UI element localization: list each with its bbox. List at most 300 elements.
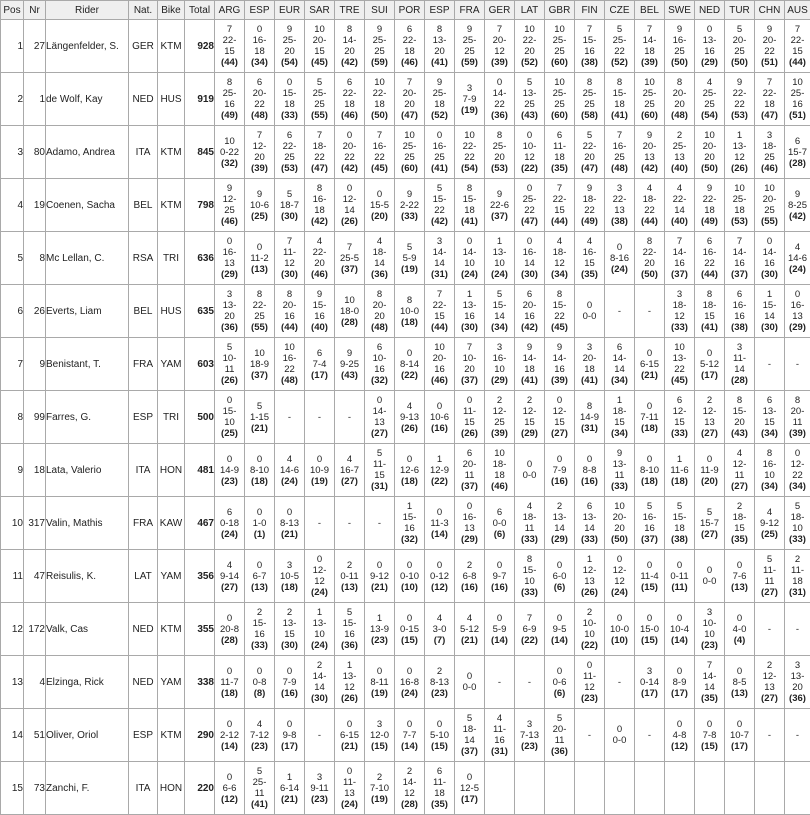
event-points: (10) <box>611 635 628 646</box>
overall-place: 0 <box>425 401 454 412</box>
moto-result: 0-22 <box>215 147 244 158</box>
event-points: (50) <box>671 57 688 68</box>
moto-result: 22 <box>515 205 544 216</box>
header-event-12[interactable]: FIN <box>575 1 605 20</box>
table-row <box>1 709 810 762</box>
event-result-cell <box>605 603 635 656</box>
event-result-cell <box>755 603 785 656</box>
overall-place: 9 <box>545 342 574 353</box>
event-points: (42) <box>521 322 538 333</box>
moto-result: 6-15 <box>635 359 664 370</box>
event-result-cell <box>605 20 635 73</box>
event-points: (24) <box>221 529 238 540</box>
overall-place: 8 <box>575 401 604 412</box>
moto-result: 7-9 <box>455 94 484 105</box>
event-result-cell <box>455 709 485 762</box>
event-points: (39) <box>551 375 568 386</box>
event-result-cell <box>605 232 635 285</box>
event-points: (18) <box>221 688 238 699</box>
event-result-cell <box>635 73 665 126</box>
event-result-cell <box>245 762 275 815</box>
overall-place: 4 <box>575 236 604 247</box>
header-event-10[interactable]: LAT <box>515 1 545 20</box>
event-result-cell <box>515 550 545 603</box>
moto-result: 20 <box>725 417 754 428</box>
overall-place: 0 <box>545 454 574 465</box>
event-result-cell <box>275 73 305 126</box>
header-event-15[interactable]: SWE <box>665 1 695 20</box>
row-number: 18 <box>24 444 46 497</box>
event-result-cell <box>485 126 515 179</box>
event-result-cell <box>635 126 665 179</box>
moto-result: 25 <box>575 99 604 110</box>
event-result-cell <box>365 20 395 73</box>
overall-place: 8 <box>305 183 334 194</box>
overall-place: 1 <box>665 454 694 465</box>
event-result-cell <box>635 762 665 815</box>
overall-place: 3 <box>485 342 514 353</box>
event-points: (29) <box>491 375 508 386</box>
moto-result: 22- <box>545 194 574 205</box>
header-event-9[interactable]: GER <box>485 1 515 20</box>
overall-place: 9 <box>785 189 810 200</box>
event-points: (42) <box>341 57 358 68</box>
overall-place: 4 <box>515 501 544 512</box>
moto-result: 18- <box>455 724 484 735</box>
moto-result: 14- <box>605 353 634 364</box>
event-result-cell <box>545 232 575 285</box>
header-total[interactable]: Total <box>185 1 215 20</box>
overall-place: 10 <box>485 448 514 459</box>
moto-result: 10 <box>455 258 484 269</box>
rider-bike: KTM <box>158 126 185 179</box>
overall-place: - <box>335 412 364 423</box>
row-number: 73 <box>24 762 46 815</box>
event-points: (42) <box>641 163 658 174</box>
overall-place: 3 <box>695 607 724 618</box>
event-result-cell <box>635 550 665 603</box>
event-result-cell <box>725 73 755 126</box>
moto-result: 18 <box>575 364 604 375</box>
moto-result: 15- <box>215 406 244 417</box>
moto-result: 11- <box>365 459 394 470</box>
rider-name[interactable]: Lata, Valerio <box>46 444 129 497</box>
moto-result: 20- <box>785 406 810 417</box>
event-points: (8) <box>254 688 266 699</box>
overall-place: 0 <box>335 183 364 194</box>
moto-result: 12- <box>485 406 514 417</box>
rider-name[interactable]: Reisulis, K. <box>46 550 129 603</box>
event-result-cell <box>365 126 395 179</box>
moto-result: 15- <box>605 88 634 99</box>
event-result-cell <box>275 391 305 444</box>
event-result-cell <box>395 709 425 762</box>
overall-place: 9 <box>485 189 514 200</box>
event-result-cell <box>695 762 725 815</box>
event-points: (31) <box>789 587 806 598</box>
overall-place: 0 <box>215 454 244 465</box>
event-result-cell <box>575 391 605 444</box>
event-points: (23) <box>431 688 448 699</box>
event-points: (13) <box>251 264 268 275</box>
event-result-cell <box>665 338 695 391</box>
moto-result: 11 <box>725 470 754 481</box>
moto-result: 12- <box>245 141 274 152</box>
row-number: 80 <box>24 126 46 179</box>
event-result-cell <box>725 232 755 285</box>
moto-result: 14 <box>695 682 724 693</box>
header-event-5[interactable]: SUI <box>365 1 395 20</box>
event-points: (24) <box>341 799 358 810</box>
moto-result: 0-0 <box>485 518 514 529</box>
rider-name[interactable]: Valk, Cas <box>46 603 129 656</box>
event-points: (35) <box>701 693 718 704</box>
event-result-cell <box>785 603 810 656</box>
moto-result: 25- <box>485 141 514 152</box>
moto-result: 22 <box>365 152 394 163</box>
moto-result: 20- <box>605 512 634 523</box>
event-points: (18) <box>641 476 658 487</box>
event-points: (15) <box>371 741 388 752</box>
moto-result: 14- <box>755 247 784 258</box>
rider-nationality: ITA <box>129 126 158 179</box>
event-points: (13) <box>251 582 268 593</box>
header-bike[interactable]: Bike <box>158 1 185 20</box>
event-result-cell <box>695 709 725 762</box>
header-event-3[interactable]: SAR <box>305 1 335 20</box>
event-result-cell <box>725 338 755 391</box>
event-points: (15) <box>701 741 718 752</box>
event-points: (23) <box>521 741 538 752</box>
event-points: (21) <box>281 529 298 540</box>
moto-result: 1-0 <box>245 518 274 529</box>
header-event-7[interactable]: ESP <box>425 1 455 20</box>
moto-result: 12 <box>665 311 694 322</box>
moto-result: 9-5 <box>545 624 574 635</box>
header-event-11[interactable]: GBR <box>545 1 575 20</box>
rider-name[interactable]: Oliver, Oriol <box>46 709 129 762</box>
event-result-cell <box>575 709 605 762</box>
moto-result: 25 <box>725 46 754 57</box>
header-event-14[interactable]: BEL <box>635 1 665 20</box>
overall-place: 6 <box>245 77 274 88</box>
header-event-1[interactable]: ESP <box>245 1 275 20</box>
overall-place: 0 <box>455 395 484 406</box>
event-points: (17) <box>311 370 328 381</box>
event-points: (33) <box>251 640 268 651</box>
moto-result: 14- <box>335 35 364 46</box>
row-pos: 11 <box>1 550 24 603</box>
event-points: (46) <box>491 481 508 492</box>
moto-result: 0-14 <box>635 677 664 688</box>
moto-result: 5-12 <box>455 624 484 635</box>
rider-name[interactable]: Coenen, Sacha <box>46 179 129 232</box>
overall-place: 1 <box>425 454 454 465</box>
moto-result: 11- <box>785 565 810 576</box>
moto-result: 18- <box>485 459 514 470</box>
overall-place: 0 <box>485 613 514 624</box>
event-points: (30) <box>311 693 328 704</box>
moto-result: 0-0 <box>515 470 544 481</box>
rider-name[interactable]: Valin, Mathis <box>46 497 129 550</box>
overall-place: 10 <box>365 77 394 88</box>
moto-result: 4-8 <box>665 730 694 741</box>
moto-result: 8-8 <box>575 465 604 476</box>
rider-name[interactable]: Everts, Liam <box>46 285 129 338</box>
row-number: 51 <box>24 709 46 762</box>
moto-result: 18- <box>755 141 784 152</box>
overall-place: 0 <box>215 236 244 247</box>
moto-result: 12- <box>785 459 810 470</box>
event-points: (42) <box>431 216 448 227</box>
moto-result: 20- <box>245 88 274 99</box>
rider-name[interactable]: Mc Lellan, C. <box>46 232 129 285</box>
moto-result: 15- <box>305 300 334 311</box>
rider-total: 290 <box>185 709 215 762</box>
overall-place: 5 <box>365 448 394 459</box>
header-event-17[interactable]: TUR <box>725 1 755 20</box>
event-result-cell <box>455 603 485 656</box>
event-result-cell <box>785 391 810 444</box>
moto-result: 20- <box>575 353 604 364</box>
overall-place: 3 <box>665 289 694 300</box>
moto-result: 8-10 <box>245 465 274 476</box>
moto-result: 25 <box>605 152 634 163</box>
moto-result: 9-14 <box>215 571 244 582</box>
event-points: (48) <box>611 163 628 174</box>
header-event-4[interactable]: TRE <box>335 1 365 20</box>
moto-result: 18 <box>245 46 274 57</box>
overall-place: 0 <box>305 554 334 565</box>
event-points: (55) <box>251 322 268 333</box>
rider-name[interactable]: Längenfelder, S. <box>46 20 129 73</box>
event-points: (34) <box>761 481 778 492</box>
event-result-cell <box>425 126 455 179</box>
event-result-cell <box>365 391 395 444</box>
rider-nationality: ITA <box>129 762 158 815</box>
header-pos[interactable]: Pos <box>1 1 24 20</box>
moto-result: 22- <box>335 88 364 99</box>
header-event-19[interactable]: AUS <box>785 1 810 20</box>
moto-result: 14- <box>695 671 724 682</box>
table-row <box>1 550 810 603</box>
overall-place: - <box>635 730 664 741</box>
moto-result: 16- <box>725 300 754 311</box>
event-points: (24) <box>401 688 418 699</box>
overall-place: 1 <box>725 130 754 141</box>
event-points: (36) <box>491 110 508 121</box>
event-points: (37) <box>491 211 508 222</box>
rider-name[interactable]: Benistant, T. <box>46 338 129 391</box>
header-nr[interactable]: Nr <box>24 1 46 20</box>
overall-place: 10 <box>545 24 574 35</box>
moto-result: 13 <box>605 205 634 216</box>
header-event-13[interactable]: CZE <box>605 1 635 20</box>
event-result-cell <box>245 497 275 550</box>
header-nat[interactable]: Nat. <box>129 1 158 20</box>
event-points: (49) <box>701 216 718 227</box>
moto-result: 7-10 <box>365 783 394 794</box>
rider-name[interactable]: Elzinga, Rick <box>46 656 129 709</box>
rider-name[interactable]: Adamo, Andrea <box>46 126 129 179</box>
moto-result: 15 <box>365 470 394 481</box>
overall-place: 0 <box>335 130 364 141</box>
event-points: (27) <box>551 428 568 439</box>
event-result-cell <box>275 126 305 179</box>
overall-place: 7 <box>455 342 484 353</box>
overall-place: 10 <box>665 342 694 353</box>
overall-place: - <box>605 677 634 688</box>
results-body <box>1 20 810 815</box>
moto-result: 18- <box>635 194 664 205</box>
event-points: (10) <box>401 582 418 593</box>
moto-result: 14 <box>305 682 334 693</box>
overall-place: 0 <box>245 454 274 465</box>
event-points: (14) <box>431 529 448 540</box>
moto-result: 15- <box>275 88 304 99</box>
event-result-cell <box>455 179 485 232</box>
overall-place: 7 <box>785 24 810 35</box>
event-points: (32) <box>221 158 238 169</box>
event-points: (50) <box>371 110 388 121</box>
event-points: (54) <box>701 110 718 121</box>
moto-result: 0-15 <box>395 624 424 635</box>
overall-place: 0 <box>695 565 724 576</box>
moto-result: 11- <box>575 671 604 682</box>
overall-place: 0 <box>515 183 544 194</box>
moto-result: 18 <box>605 99 634 110</box>
overall-place: 4 <box>275 454 304 465</box>
event-result-cell <box>425 709 455 762</box>
moto-result: 25 <box>665 46 694 57</box>
event-points: (35) <box>581 269 598 280</box>
table-row <box>1 126 810 179</box>
moto-result: 16 <box>425 364 454 375</box>
moto-result: 16 <box>335 629 364 640</box>
moto-result: 14 <box>485 311 514 322</box>
moto-result: 10 <box>485 364 514 375</box>
rider-total: 356 <box>185 550 215 603</box>
event-points: (45) <box>311 57 328 68</box>
event-result-cell <box>395 179 425 232</box>
event-result-cell <box>455 126 485 179</box>
event-points: (26) <box>581 587 598 598</box>
moto-result: 7-8 <box>695 730 724 741</box>
rider-nationality: NED <box>129 73 158 126</box>
event-points: (33) <box>521 587 538 598</box>
overall-place: 0 <box>545 666 574 677</box>
overall-place: 9 <box>215 183 244 194</box>
row-number: 47 <box>24 550 46 603</box>
moto-result: 16- <box>275 353 304 364</box>
moto-result: 13 <box>365 417 394 428</box>
moto-result: 18 <box>695 205 724 216</box>
event-result-cell <box>485 656 515 709</box>
event-points: (27) <box>701 529 718 540</box>
event-points: (47) <box>311 163 328 174</box>
event-result-cell <box>425 179 455 232</box>
header-event-16[interactable]: NED <box>695 1 725 20</box>
overall-place: 9 <box>455 24 484 35</box>
event-result-cell <box>485 179 515 232</box>
moto-result: 12 <box>575 682 604 693</box>
moto-result: 20- <box>755 194 784 205</box>
moto-result: 15-0 <box>635 624 664 635</box>
header-event-0[interactable]: ARG <box>215 1 245 20</box>
overall-place: 8 <box>605 77 634 88</box>
event-result-cell <box>665 285 695 338</box>
moto-result: 18- <box>305 141 334 152</box>
table-row <box>1 656 810 709</box>
event-result-cell <box>575 338 605 391</box>
event-points: (28) <box>341 317 358 328</box>
rider-name[interactable]: Farres, G. <box>46 391 129 444</box>
event-points: (23) <box>221 476 238 487</box>
event-points: (48) <box>671 110 688 121</box>
event-points: (37) <box>461 746 478 757</box>
header-rider[interactable]: Rider <box>46 1 129 20</box>
moto-result: 20 <box>785 682 810 693</box>
header-event-2[interactable]: EUR <box>275 1 305 20</box>
event-points: (39) <box>641 57 658 68</box>
moto-result: 25- <box>215 88 244 99</box>
overall-place: 0 <box>725 613 754 624</box>
event-result-cell <box>485 550 515 603</box>
moto-result: 10- <box>515 141 544 152</box>
event-points: (22) <box>401 370 418 381</box>
header-event-6[interactable]: POR <box>395 1 425 20</box>
event-points: (34) <box>611 428 628 439</box>
moto-result: 14 <box>605 364 634 375</box>
overall-place: 2 <box>245 607 274 618</box>
moto-result: 0-18 <box>215 518 244 529</box>
event-points: (39) <box>789 428 806 439</box>
moto-result: 25- <box>575 88 604 99</box>
event-result-cell <box>695 656 725 709</box>
event-result-cell <box>335 232 365 285</box>
moto-result: 22 <box>695 258 724 269</box>
event-result-cell <box>485 338 515 391</box>
moto-result: 8-16 <box>605 253 634 264</box>
event-result-cell <box>455 550 485 603</box>
header-event-18[interactable]: CHN <box>755 1 785 20</box>
header-event-8[interactable]: FRA <box>455 1 485 20</box>
event-result-cell <box>395 126 425 179</box>
moto-result: 18- <box>695 300 724 311</box>
overall-place: 5 <box>485 289 514 300</box>
event-result-cell <box>305 338 335 391</box>
moto-result: 22 <box>485 99 514 110</box>
overall-place: 4 <box>455 613 484 624</box>
rider-name[interactable]: de Wolf, Kay <box>46 73 129 126</box>
moto-result: 10-0 <box>605 624 634 635</box>
overall-place: 6 <box>695 236 724 247</box>
event-points: (39) <box>491 57 508 68</box>
moto-result: 18 <box>725 205 754 216</box>
rider-name[interactable]: Zanchi, F. <box>46 762 129 815</box>
overall-place: 0 <box>275 77 304 88</box>
overall-place: 8 <box>575 77 604 88</box>
event-result-cell <box>665 603 695 656</box>
event-points: (38) <box>731 322 748 333</box>
moto-result: 11-9 <box>695 465 724 476</box>
event-points: (46) <box>431 375 448 386</box>
moto-result: 18-9 <box>245 359 274 370</box>
moto-result: 9-8 <box>275 730 304 741</box>
event-points: (40) <box>671 163 688 174</box>
rider-nationality: ITA <box>129 444 158 497</box>
event-result-cell <box>575 603 605 656</box>
